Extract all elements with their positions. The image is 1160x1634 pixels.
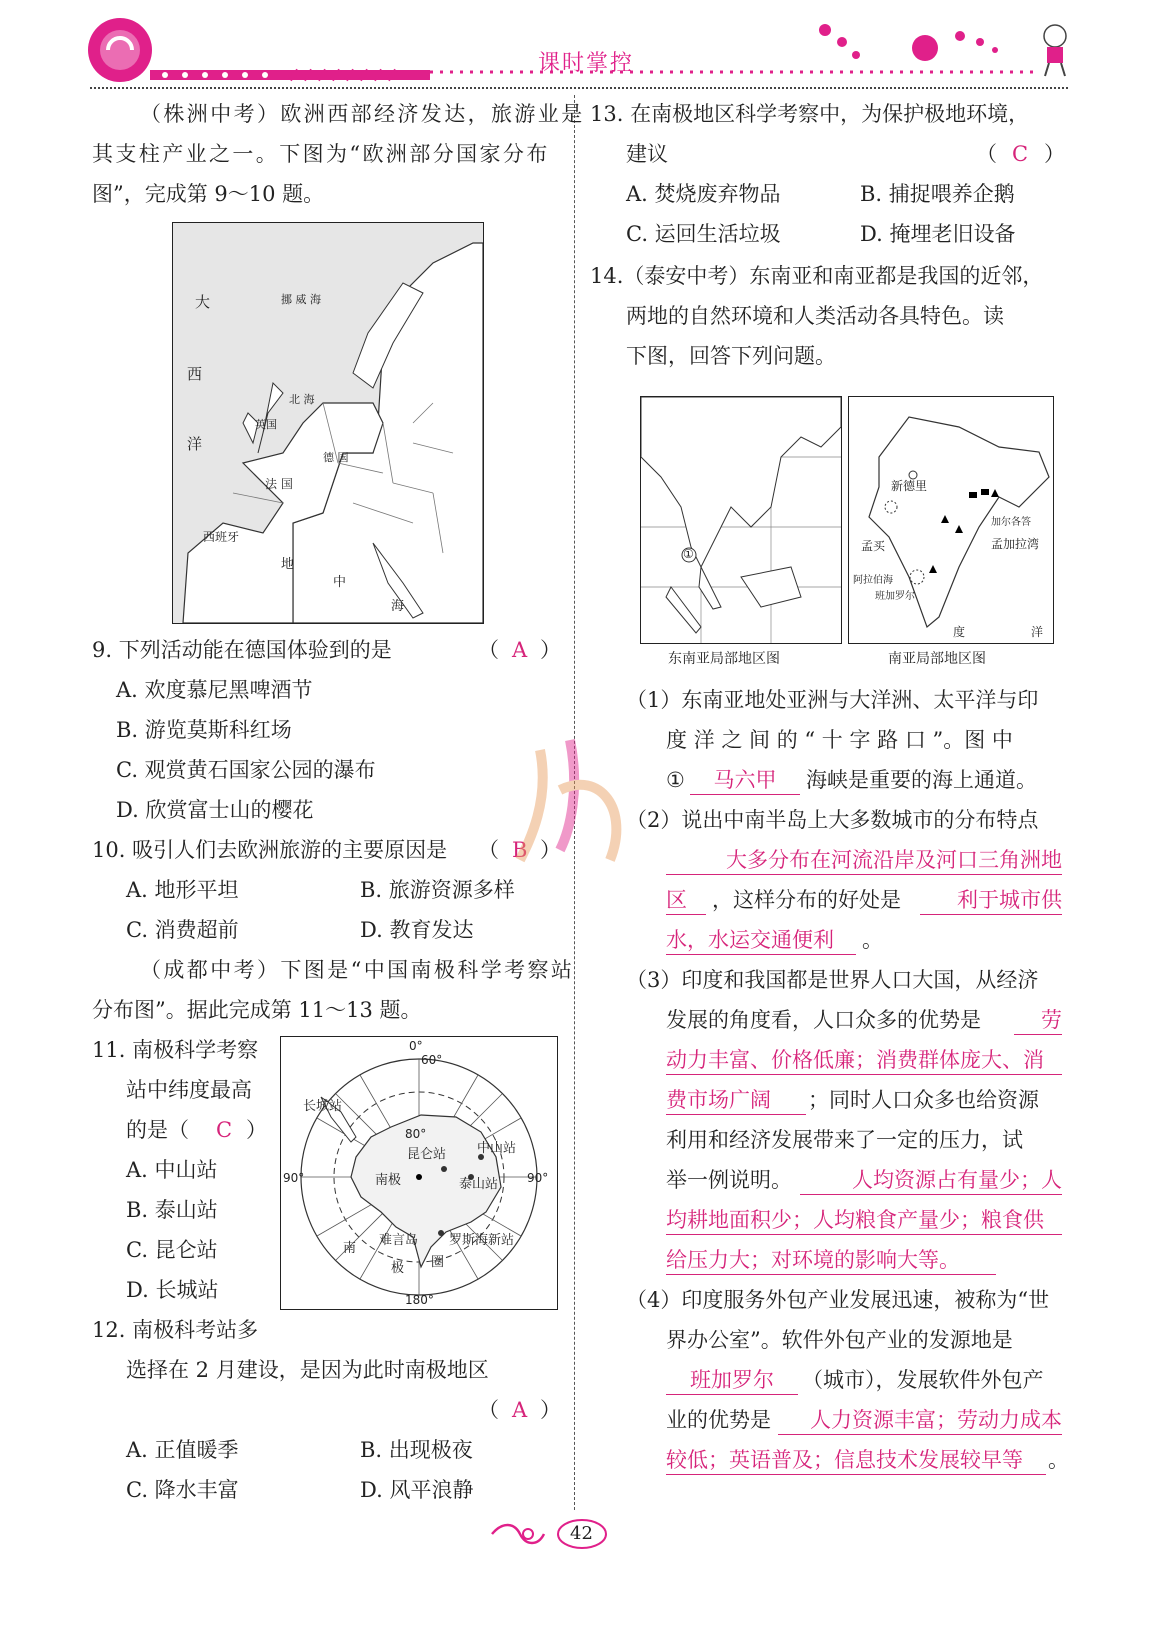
mascot-icon <box>1035 22 1075 78</box>
p4-answer2-line-1: 人力资源丰富；劳动力成本 <box>778 1406 1062 1435</box>
map-label-uk: 英国 <box>255 418 277 431</box>
q10-stem: 10. 吸引人们去欧洲旅游的主要原因是 <box>92 838 448 862</box>
antarctic-label-0deg: 0° <box>409 1039 423 1053</box>
antarctic-label-quan: 圈 <box>431 1255 445 1270</box>
antarctic-label-kunlun: 昆仑站 <box>407 1147 447 1162</box>
q12-answer: A <box>512 1398 528 1422</box>
antarctic-label-90deg-e: 90° <box>527 1171 549 1185</box>
watermark-logo <box>500 730 650 880</box>
p4-line-5-tail: 。 <box>1048 1448 1069 1472</box>
map-label-germany: 德 国 <box>323 451 349 464</box>
europe-map <box>172 222 484 624</box>
p3-answer1-line-3: 费市场广阔 <box>666 1086 806 1115</box>
p3-line-2: 发展的角度看，人口众多的优势是 <box>666 1008 981 1032</box>
antarctic-label-90deg-w: 90° <box>283 1171 305 1185</box>
q10-option-d: D. 教育发达 <box>360 918 474 942</box>
q12-paren-open: （ <box>478 1398 499 1422</box>
sea-map-caption: 东南亚局部地区图 <box>668 651 780 667</box>
sea-map-marker: ① <box>683 547 694 561</box>
map-label-north-sea: 北 海 <box>289 393 315 406</box>
antarctic-label-taishan: 泰山站 <box>459 1177 499 1192</box>
q13-option-d: D. 掩埋老旧设备 <box>860 222 1016 246</box>
q13-stem-line-2: 建议 <box>626 142 668 166</box>
sa-label-mumbai: 孟买 <box>861 539 886 553</box>
p2-line-1: （2）说出中南半岛上大多数城市的分布特点 <box>626 808 1039 832</box>
map-label-da: 大 <box>195 293 211 311</box>
p1-line-2: 度 洋 之 间 的 “ 十 字 路 口 ”。图 中 <box>666 728 1013 752</box>
p4-line-2: 界办公室”。软件外包产业的发源地是 <box>666 1328 1013 1352</box>
southeast-asia-map <box>640 396 842 644</box>
q13-stem-line-1: 13. 在南极地区科学考察中，为保护极地环境， <box>590 102 1030 126</box>
q10-option-b: B. 旅游资源多样 <box>360 878 515 902</box>
p2-line-2-mid: ，这样分布的好处是 <box>712 888 901 912</box>
p2-answer1-line-2: 区 <box>666 886 706 915</box>
intro-europe-line-1: （株洲中考）欧洲西部经济发达，旅游业是 <box>140 102 585 126</box>
q9-stem: 9. 下列活动能在德国体验到的是 <box>92 638 392 662</box>
antarctic-label-nanyan-island: 难言岛 <box>379 1233 419 1248</box>
south-asia-map <box>848 396 1054 644</box>
q13-option-c: C. 运回生活垃圾 <box>626 222 781 246</box>
q10-answer: B <box>512 838 528 862</box>
q9-paren-close: ） <box>540 638 561 662</box>
antarctic-label-180deg: 180° <box>405 1293 434 1307</box>
p4-answer1: 班加罗尔 <box>666 1366 798 1395</box>
q14-stem-line-1: 14.（泰安中考）东南亚和南亚都是我国的近邻， <box>590 264 1044 288</box>
p2-answer2-line-2: 水，水运交通便利 <box>666 926 856 955</box>
antarctic-label-nan: 南 <box>343 1241 357 1256</box>
q12-option-d: D. 风平浪静 <box>360 1478 474 1502</box>
p4-answer2-line-2: 较低；英语普及；信息技术发展较早等 <box>666 1446 1046 1475</box>
q11-stem-line-3: 的是（ <box>126 1118 189 1142</box>
q9-option-d: D. 欣赏富士山的樱花 <box>116 798 314 822</box>
map-label-hai: 海 <box>391 599 405 614</box>
p1-answer: 马六甲 <box>690 766 800 795</box>
p3-answer2-line-2: 均耕地面积少；人均粮食产量少；粮食供 <box>666 1206 1062 1235</box>
p3-answer2-line-3: 给压力大；对环境的影响大等。 <box>666 1246 996 1275</box>
intro-antarctic-line-1: （成都中考）下图是“中国南极科学考察站 <box>140 958 575 982</box>
sa-map-caption: 南亚局部地区图 <box>888 651 986 667</box>
p3-line-4: 利用和经济发展带来了一定的压力，试 <box>666 1128 1023 1152</box>
map-label-yang: 洋 <box>187 435 203 453</box>
p3-line-5: 举一例说明。 <box>666 1168 792 1192</box>
sa-label-bay-of-bengal: 孟加拉湾 <box>991 537 1040 551</box>
antarctic-label-ji: 极 <box>391 1261 405 1276</box>
sa-label-new-delhi: 新德里 <box>891 479 928 493</box>
p1-marker: ① <box>666 768 685 792</box>
q11-option-a: A. 中山站 <box>126 1158 218 1182</box>
map-label-zhong: 中 <box>333 575 347 590</box>
antarctic-label-great-wall: 长城站 <box>303 1099 343 1114</box>
map-label-di: 地 <box>281 557 295 572</box>
intro-antarctic-line-2: 分布图”。据此完成第 11～13 题。 <box>92 998 422 1022</box>
q12-stem-line-1: 12. 南极科考站多 <box>92 1318 259 1342</box>
antarctic-map <box>280 1036 558 1310</box>
p2-line-3-tail: 。 <box>862 928 883 952</box>
sa-label-arabian-sea: 阿拉伯海 <box>853 575 893 586</box>
q11-stem-line-1: 11. 南极科学考察 <box>92 1038 259 1062</box>
q12-stem-line-2: 选择在 2 月建设，是因为此时南极地区 <box>126 1358 489 1382</box>
q13-option-b: B. 捕捉喂养企鹅 <box>860 182 1015 206</box>
map-label-xi: 西 <box>187 365 203 383</box>
q10-paren-close: ） <box>540 838 561 862</box>
map-label-spain: 西班牙 <box>203 530 240 544</box>
antarctic-label-south-pole: 南极 <box>375 1173 402 1188</box>
q12-option-a: A. 正值暖季 <box>126 1438 239 1462</box>
sa-label-yang: 洋 <box>1031 625 1044 639</box>
antarctic-label-80deg: 80° <box>405 1127 427 1141</box>
q11-option-c: C. 昆仑站 <box>126 1238 218 1262</box>
p3-line-1: （3）印度和我国都是世界人口大国，从经济 <box>626 968 1039 992</box>
p2-answer1-line-1: 大多分布在河流沿岸及河口三角洲地 <box>666 846 1062 875</box>
antarctic-label-60deg: 60° <box>421 1053 443 1067</box>
sa-label-du: 度 <box>953 625 966 639</box>
p4-line-4-head: 业的优势是 <box>666 1408 771 1432</box>
page-number: 42 <box>570 1523 593 1544</box>
q12-paren-close: ） <box>540 1398 561 1422</box>
q10-option-a: A. 地形平坦 <box>126 878 239 902</box>
intro-europe-line-3: 图”，完成第 9～10 题。 <box>92 182 325 206</box>
p4-line-1: （4）印度服务外包产业发展迅速，被称为“世 <box>626 1288 1050 1312</box>
p1-line-1: （1）东南亚地处亚洲与大洋洲、太平洋与印 <box>626 688 1039 712</box>
southeast-asia-map-graphic <box>641 397 841 643</box>
q9-option-b: B. 游览莫斯科红场 <box>116 718 292 742</box>
map-label-norwegian-sea: 挪 威 海 <box>281 293 321 306</box>
q9-option-c: C. 观赏黄石国家公园的瀑布 <box>116 758 376 782</box>
map-label-france: 法 国 <box>265 477 293 491</box>
q10-option-c: C. 消费超前 <box>126 918 239 942</box>
p3-line-3-tail: ；同时人口众多也给资源 <box>808 1088 1039 1112</box>
q9-option-a: A. 欢度慕尼黑啤酒节 <box>116 678 313 702</box>
q11-paren-close: ） <box>246 1118 267 1142</box>
p2-answer2-line-1: 利于城市供 <box>920 886 1062 915</box>
intro-europe-line-2: 其支柱产业之一。下图为“欧洲部分国家分布 <box>92 142 550 166</box>
p3-answer2-line-1: 人均资源占有量少；人 <box>800 1166 1062 1195</box>
p3-answer1-line-2: 动力丰富、价格低廉；消费群体庞大、消 <box>666 1046 1062 1075</box>
europe-map-graphic <box>173 223 483 623</box>
q9-answer: A <box>512 638 528 662</box>
p3-answer1-line-1: 劳 <box>1014 1006 1062 1035</box>
q13-paren-close: ） <box>1044 142 1065 166</box>
sa-label-kolkata: 加尔各答 <box>991 517 1031 528</box>
header-title: 课时掌控 <box>538 51 635 76</box>
q13-option-a: A. 焚烧废弃物品 <box>626 182 781 206</box>
q13-paren-open: （ <box>976 142 997 166</box>
p1-line-3-tail: 海峡是重要的海上通道。 <box>806 768 1037 792</box>
q12-option-b: B. 出现极夜 <box>360 1438 473 1462</box>
q10-paren-open: （ <box>478 838 499 862</box>
q12-option-c: C. 降水丰富 <box>126 1478 239 1502</box>
q13-answer: C <box>1012 142 1029 166</box>
q11-stem-line-2: 站中纬度最高 <box>126 1078 252 1102</box>
q14-stem-line-3: 下图，回答下列问题。 <box>626 344 836 368</box>
q11-answer: C <box>216 1118 233 1142</box>
p4-line-3-tail: （城市），发展软件外包产 <box>802 1368 1044 1392</box>
sa-label-bangalore: 班加罗尔 <box>875 591 915 602</box>
page-header <box>0 0 1160 100</box>
antarctic-label-zhongshan: 中山站 <box>477 1141 517 1156</box>
q9-paren-open: （ <box>478 638 499 662</box>
q11-option-b: B. 泰山站 <box>126 1198 218 1222</box>
antarctic-map-graphic <box>281 1037 557 1309</box>
q11-option-d: D. 长城站 <box>126 1278 219 1302</box>
antarctic-label-ross-sea-station: 罗斯海新站 <box>449 1233 515 1248</box>
q14-stem-line-2: 两地的自然环境和人类活动各具特色。读 <box>626 304 1004 328</box>
